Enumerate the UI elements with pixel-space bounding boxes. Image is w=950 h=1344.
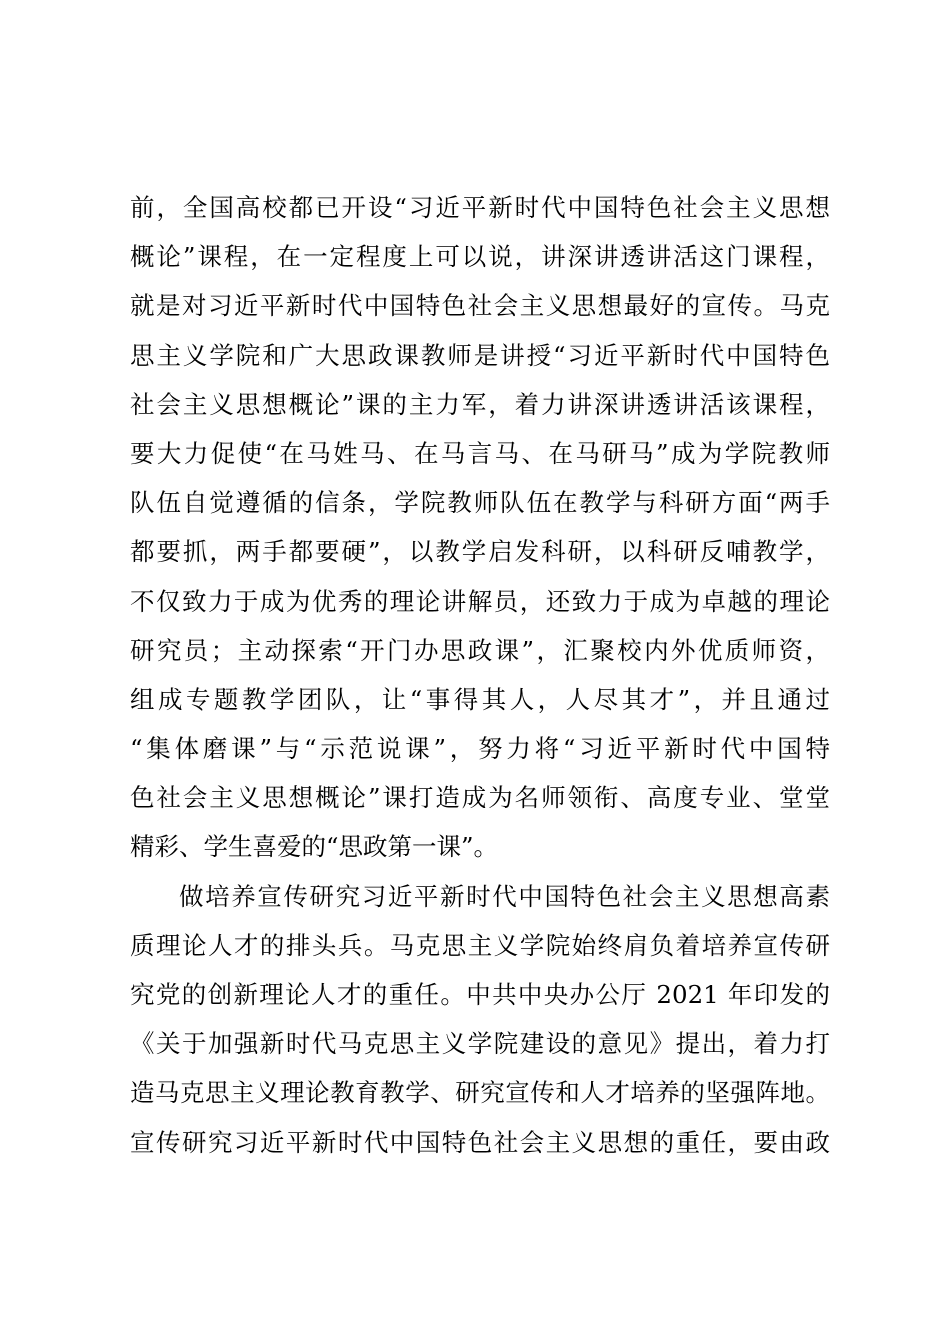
text-line: 造马克思主义理论教育教学、研究宣传和人才培养的坚强阵地。	[130, 1078, 830, 1108]
text-line: 都要抓，两手都要硬”，以教学启发科研，以科研反哺教学，	[130, 537, 830, 567]
text-line: 前，全国高校都已开设“习近平新时代中国特色社会主义思想	[130, 193, 830, 222]
text-line: 精彩、学生喜爱的“思政第一课”。	[130, 832, 499, 862]
text-line: 色社会主义思想概论”课打造成为名师领衔、高度专业、堂堂	[130, 783, 830, 813]
text-line: 组成专题教学团队，让“事得其人，人尽其才”，并且通过	[130, 684, 830, 714]
text-line: 要大力促使“在马姓马、在马言马、在马研马”成为学院教师	[130, 438, 830, 468]
text-line: 做培养宣传研究习近平新时代中国特色社会主义思想高素	[179, 881, 830, 911]
text-line: 不仅致力于成为优秀的理论讲解员，还致力于成为卓越的理论	[130, 586, 830, 616]
text-line: 质理论人才的排头兵。马克思主义学院始终肩负着培养宣传研	[130, 930, 830, 960]
text-line: “集体磨课”与“示范说课”，努力将“习近平新时代中国特	[130, 734, 830, 764]
text-line: 《关于加强新时代马克思主义学院建设的意见》提出，着力打	[130, 1029, 830, 1059]
text-line: 社会主义思想概论”课的主力军，着力讲深讲透讲活该课程，	[130, 389, 830, 419]
text-line: 思主义学院和广大思政课教师是讲授“习近平新时代中国特色	[130, 340, 830, 370]
text-line: 概论”课程，在一定程度上可以说，讲深讲透讲活这门课程，	[130, 242, 830, 272]
text-line: 队伍自觉遵循的信条，学院教师队伍在教学与科研方面“两手	[130, 488, 830, 518]
text-line: 宣传研究习近平新时代中国特色社会主义思想的重任，要由政	[130, 1127, 830, 1157]
body-text	[130, 183, 830, 1167]
text-line: 就是对习近平新时代中国特色社会主义思想最好的宣传。马克	[130, 291, 830, 321]
text-line: 研究员；主动探索“开门办思政课”，汇聚校内外优质师资，	[130, 635, 830, 665]
text-line: 究党的创新理论人才的重任。中共中央办公厅 2021 年印发的	[130, 980, 830, 1009]
